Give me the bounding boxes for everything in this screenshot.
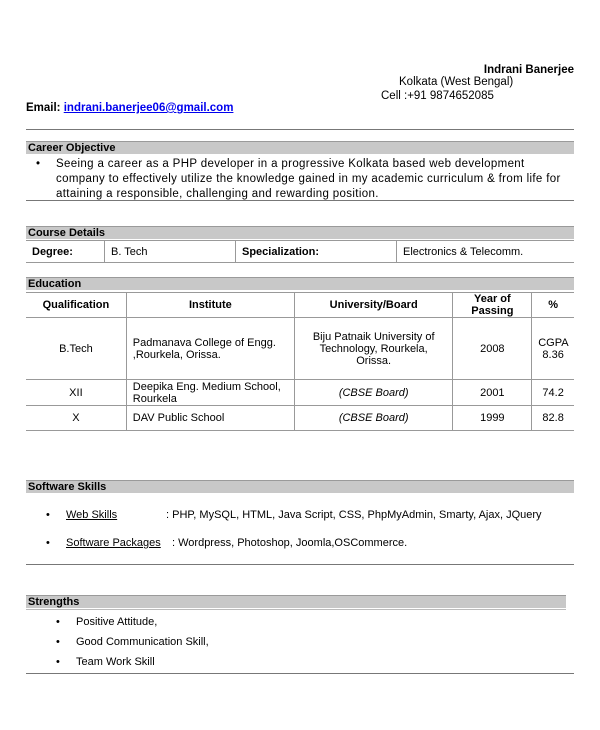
- strengths-heading: Strengths: [26, 595, 566, 608]
- strength-item: [56, 636, 209, 648]
- career-objective-heading: Career Objective: [26, 141, 574, 154]
- strength-text: Positive Attitude,: [76, 616, 158, 628]
- bullet: •: [56, 656, 60, 668]
- divider: [26, 200, 574, 201]
- board-cell: (CBSE Board): [294, 406, 452, 431]
- email-label: Email:: [26, 102, 61, 114]
- qualification-cell: B.Tech: [26, 318, 126, 380]
- table-row: [26, 318, 574, 380]
- career-objective: [36, 157, 576, 202]
- strength-item: [56, 616, 157, 628]
- skill-label: Software Packages: [66, 537, 161, 549]
- divider: [26, 564, 574, 565]
- strength-text: Team Work Skill: [76, 656, 155, 668]
- year-cell: 2008: [453, 318, 532, 380]
- education-heading: Education: [26, 277, 574, 290]
- software-skills-heading: Software Skills: [26, 480, 574, 493]
- email-link[interactable]: indrani.banerjee06@gmail.com: [63, 102, 234, 114]
- address: Kolkata (West Bengal): [399, 76, 514, 88]
- institute-cell: DAV Public School: [126, 406, 294, 431]
- strength-item: [56, 656, 155, 668]
- bullet: •: [46, 537, 50, 549]
- col-year: Year of Passing: [453, 293, 532, 318]
- bullet: •: [36, 158, 41, 170]
- board-cell: (CBSE Board): [294, 380, 452, 406]
- degree-value: B. Tech: [105, 241, 236, 263]
- year-cell: 2001: [453, 380, 532, 406]
- col-university: University/Board: [294, 293, 452, 318]
- bullet: •: [56, 616, 60, 628]
- bullet: •: [46, 509, 50, 521]
- col-institute: Institute: [126, 293, 294, 318]
- skill-label: Web Skills: [66, 509, 118, 521]
- institute-cell: Padmanava College of Engg. ,Rourkela, Orissa.: [126, 318, 294, 380]
- specialization-label: Specialization:: [236, 241, 397, 263]
- candidate-name: Indrani Banerjee: [483, 64, 574, 76]
- col-percent: %: [532, 293, 574, 318]
- divider: [26, 609, 566, 610]
- bullet: •: [56, 636, 60, 648]
- institute-cell: Deepika Eng. Medium School, Rourkela: [126, 380, 294, 406]
- table-header-row: [26, 293, 574, 318]
- course-details-table: [26, 240, 574, 263]
- divider: [26, 129, 574, 130]
- qualification-cell: X: [26, 406, 126, 431]
- table-row: [26, 380, 574, 406]
- divider: [26, 673, 574, 674]
- year-cell: 1999: [453, 406, 532, 431]
- board-cell: Biju Patnaik University of Technology, Rourkela, Orissa.: [294, 318, 452, 380]
- skill-value: : PHP, MySQL, HTML, Java Script, CSS, PhpMyAdmin, Smarty, Ajax, JQuery: [166, 509, 542, 521]
- degree-label: Degree:: [26, 241, 105, 263]
- specialization-value: Electronics & Telecomm.: [397, 241, 575, 263]
- percent-cell: CGPA 8.36: [532, 318, 574, 380]
- skill-value: : Wordpress, Photoshop, Joomla,OSCommerce.: [172, 537, 408, 549]
- course-details-heading: Course Details: [26, 226, 574, 239]
- career-objective-text: Seeing a career as a PHP developer in a progressive Kolkata based web development company to effectively utilize the knowledge gained in my academic curriculum & from life for attaining a responsible, challenging and rewarding position.: [56, 158, 561, 200]
- cell-phone: Cell :+91 9874652085: [381, 90, 494, 102]
- qualification-cell: XII: [26, 380, 126, 406]
- email-line: [26, 102, 233, 114]
- col-qualification: Qualification: [26, 293, 126, 318]
- strength-text: Good Communication Skill,: [76, 636, 209, 648]
- percent-cell: 82.8: [532, 406, 574, 431]
- percent-cell: 74.2: [532, 380, 574, 406]
- education-table: [26, 292, 574, 431]
- table-row: [26, 406, 574, 431]
